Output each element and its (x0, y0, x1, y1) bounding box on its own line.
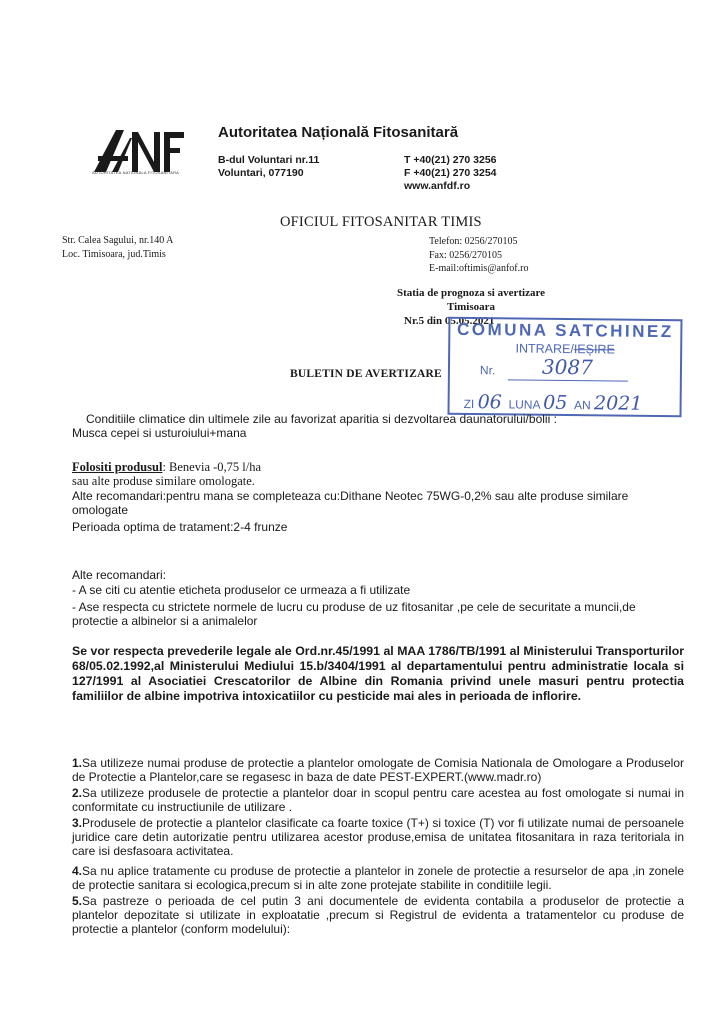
office-email: E-mail:oftimis@anfof.ro (429, 263, 529, 274)
rule-5-number: 5. (72, 894, 83, 908)
stamp-nr-label: Nr. (479, 363, 496, 378)
rule-4-text: Sa nu aplice tratamente cu produse de protectie a plantelor in zonele de protectie a resurselor de apa ,in zonele de protectie sanitara si ecologica,precum si in alte zone protejate stabilite in conditiile legii. (72, 864, 684, 892)
bulletin-title: BULETIN DE AVERTIZARE (290, 368, 442, 380)
product-other: Alte recomandari:pentru mana se completeaza cu:Dithane Neotec 75WG-0,2% sau alte produse similare omologate (72, 489, 629, 517)
rule-5-text: Sa pastreze o perioada de cel putin 3 ani documentele de evidenta contabila a produselor de protectie a plantelor depozitate si utilizate in exploatatie ,precum si Registrul de evidenta a tratamentelor cu produse de protectie a plantelor (conform modelului): (72, 894, 684, 936)
rule-2-number: 2. (72, 786, 83, 800)
rule-2 (72, 786, 684, 814)
stamp-luna-label: LUNA (508, 397, 540, 412)
stamp-an-value: 2021 (593, 392, 643, 415)
stamp-zi-label: ZI (463, 396, 475, 412)
stamp-title: COMUNA SATCHINEZ (456, 319, 674, 342)
address-line-2: Voluntari, 077190 (218, 167, 304, 179)
organization-contact (404, 154, 497, 193)
organization-title: Autoritatea Națională Fitosanitară (218, 124, 459, 141)
anf-logo (92, 128, 184, 174)
rule-1-text: Sa utilizeze numai produse de protectie a plantelor omologate de Comisia Nationala de Omologare a Produselor de Protectie a Plantelor,care se regasesc in baza de date PEST-EXPERT.(www.madr.ro) (72, 756, 684, 784)
office-phone: Telefon: 0256/270105 (429, 236, 518, 247)
office-locality: Loc. Timisoara, jud.Timis (62, 249, 166, 260)
station-line-1: Statia de prognoza si avertizare (396, 287, 546, 299)
legal-notice: Se vor respecta prevederile legale ale Ord.nr.45/1991 al MAA 1786/TB/1991 al Ministerului Transporturilor 68/05.02.1992,al Ministerului Mediului 15.b/3404/1991 al departamentului pentru administratie locala si 127/1991 al Asociatiei Crescatorilor de Albine din Romania privind unele masuri pentru protectia familiilor de albine impotriva intoxicatiilor cu pesticide mai ales in perioada de inflorire. (72, 644, 684, 703)
stamp-nr-value: 3087 (541, 354, 594, 380)
rule-3-text: Produsele de protectie a plantelor clasificate ca foarte toxice (T+) si toxice (T) vor fi utilizate numai de persoanele juridice care detin autorizatie pentru utilizarea acestor produse,emisa de unitatea fitosanitara in raza teritoriala in care isi desfasoara activitatea. (72, 816, 684, 858)
stamp-iesire: IEȘIRE (573, 342, 615, 357)
office-name: OFICIUL FITOSANITAR TIMIS (280, 214, 482, 230)
rule-1-number: 1. (72, 756, 83, 770)
product-similar: sau alte produse similare omologate. (72, 474, 255, 488)
product-line (72, 460, 684, 474)
office-fax: Fax: 0256/270105 (429, 249, 503, 261)
rule-1 (72, 756, 684, 784)
organization-address (218, 154, 319, 180)
station-line-2: Timisoara (446, 301, 496, 313)
phone: T +40(21) 270 3256 (404, 154, 497, 166)
office-street: Str. Calea Sagului, nr.140 A (62, 235, 174, 246)
office-contact (429, 235, 528, 276)
intro-line-1: Conditiile climatice din ultimele zile au favorizat aparitia si dezvoltarea daunatorului/bolii : (86, 412, 557, 426)
stamp-an-label: AN (573, 398, 591, 413)
fax: F +40(21) 270 3254 (404, 167, 497, 179)
stamp-nr-line (508, 379, 628, 381)
rule-3 (72, 816, 684, 858)
recommendation-2: - Ase respecta cu strictete normele de lucru cu produse de uz fitosanitar ,pe cele de securitate a muncii,de protectie a albinelor si a animalelor (72, 600, 636, 628)
product-value: : Benevia -0,75 l/ha (162, 460, 262, 474)
stamp-intrare: INTRARE/ (515, 341, 574, 357)
station-number: Nr.5 din 05.05.2021 (404, 315, 495, 327)
rule-3-number: 3. (72, 816, 83, 830)
recommendation-1: - A se citi cu atentie eticheta produselor ce urmeaza a fi utilizate (72, 583, 411, 597)
product-label: Folositi produsul (72, 460, 163, 474)
rule-4 (72, 864, 684, 892)
rule-4-number: 4. (72, 864, 83, 878)
rule-5 (72, 894, 684, 936)
website: www.anfdf.ro (404, 180, 471, 192)
stamp-zi-value: 06 (477, 391, 502, 414)
registration-stamp (447, 317, 682, 417)
intro-line-2: Musca cepei si usturoiului+mana (72, 426, 247, 440)
office-address (62, 234, 173, 262)
stamp-luna-value: 05 (543, 391, 568, 415)
rule-2-text: Sa utilizeze produsele de protectie a plantelor doar in scopul pentru care acestea au fost omologate si numai in conformitate cu instructiunile de utilizare . (72, 786, 684, 814)
logo-subtext: AUTORITATEA NATIONALA FITOSANITARA (92, 170, 180, 175)
recommendations-title: Alte recomandari: (72, 568, 167, 582)
treatment-period: Perioada optima de tratament:2-4 frunze (72, 520, 288, 534)
address-line-1: B-dul Voluntari nr.11 (218, 154, 320, 166)
